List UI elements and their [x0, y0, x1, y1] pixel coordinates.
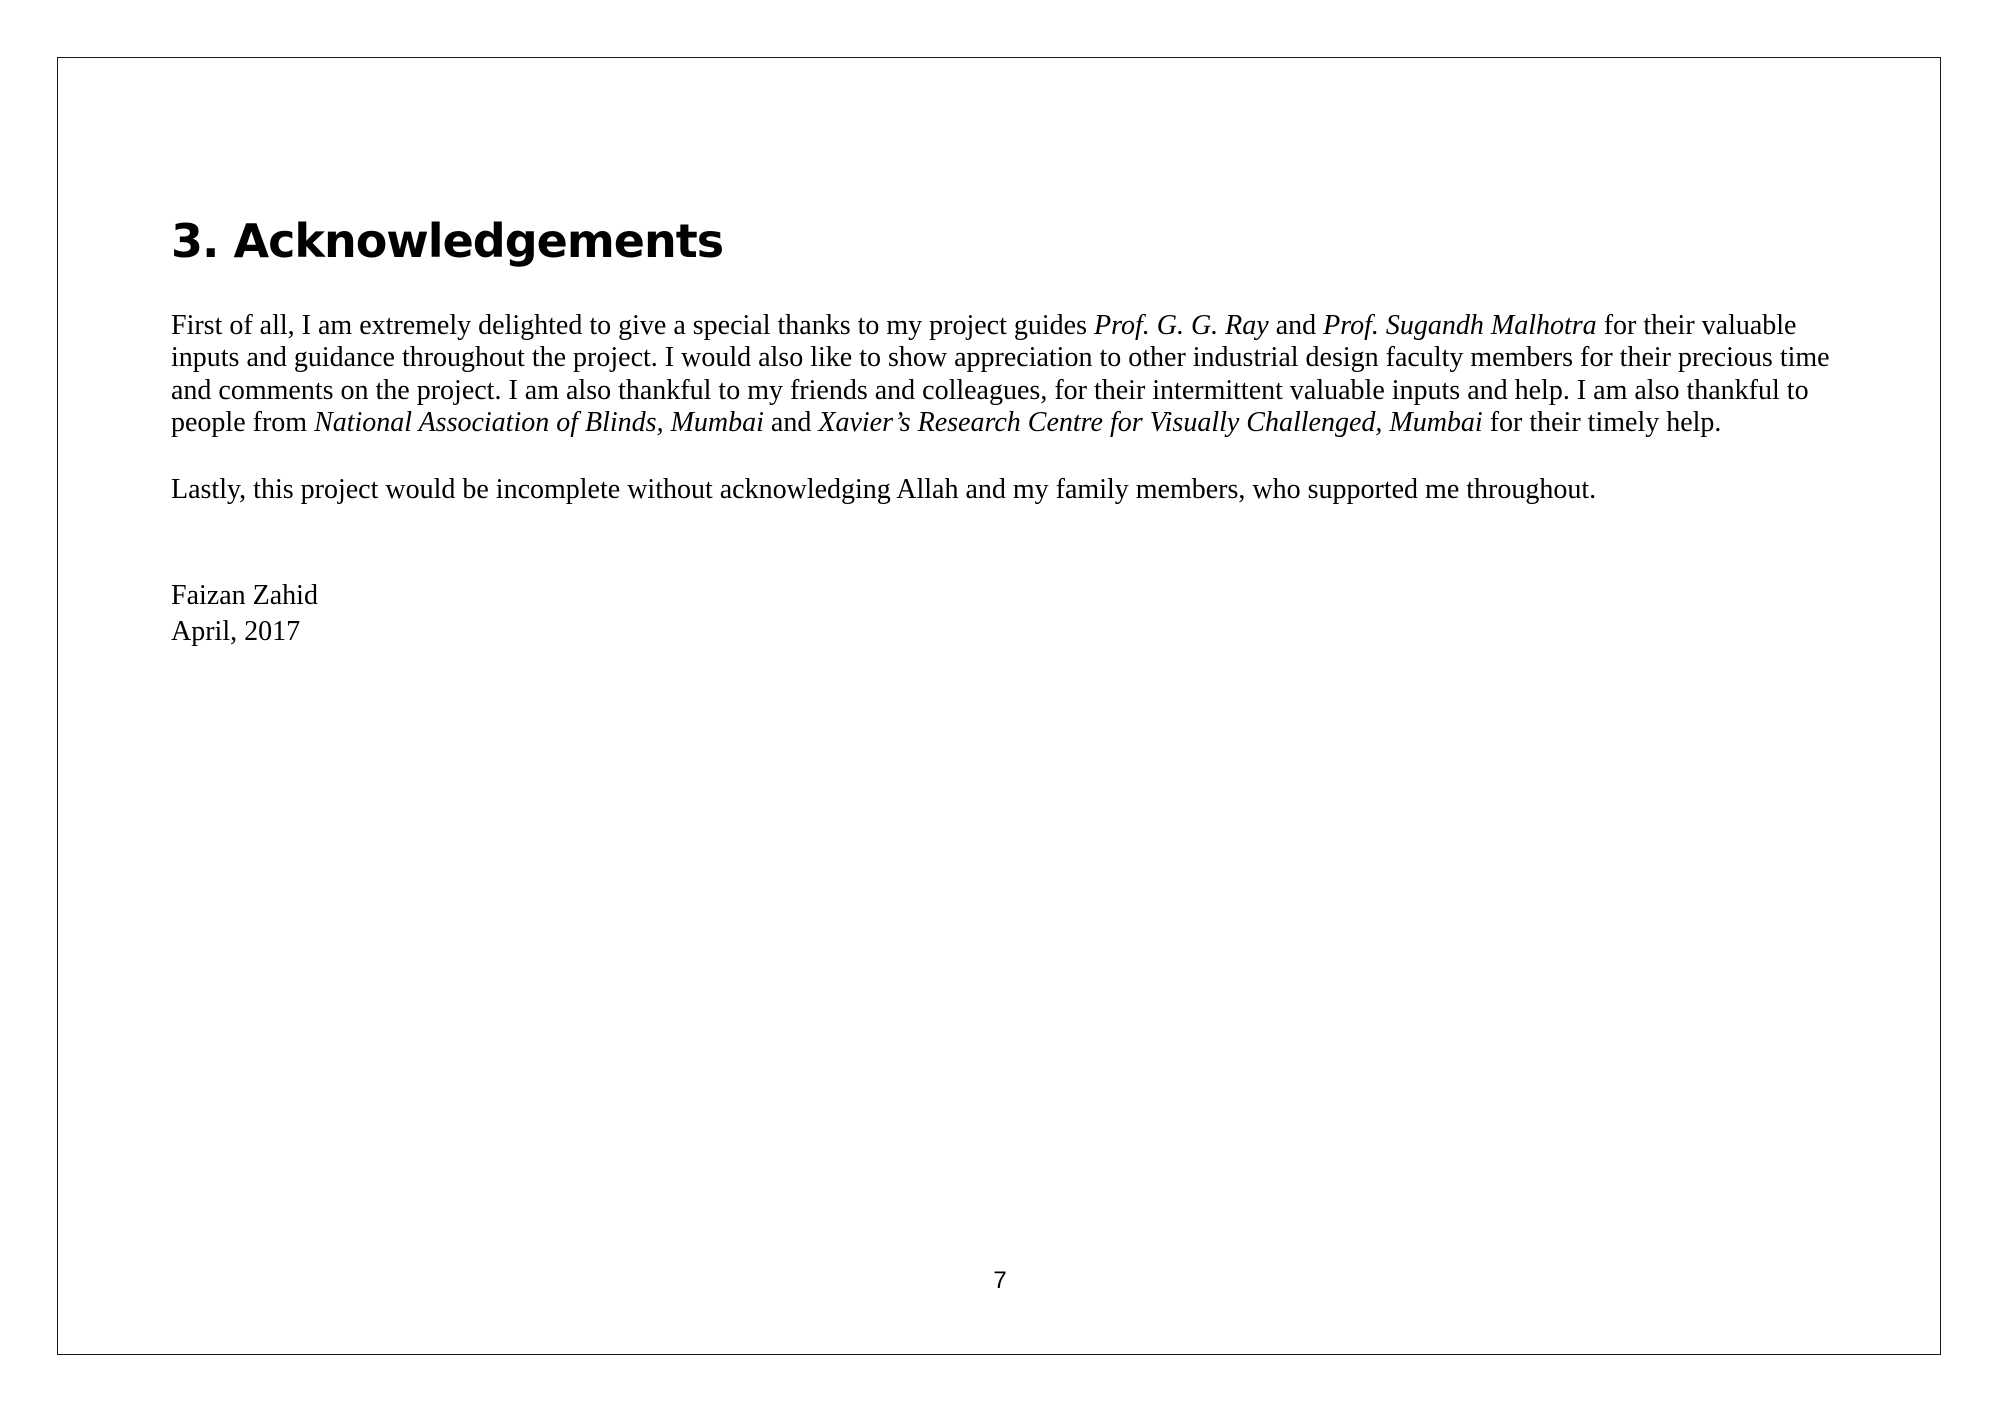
paragraph-text: First of all, I am extremely delighted to give a special thanks to my project guides [171, 309, 1094, 341]
organization-name: National Association of Blinds, Mumbai [314, 407, 764, 439]
guide-name: Prof. G. G. Ray [1094, 309, 1269, 341]
signature-block [171, 578, 1851, 650]
acknowledgement-paragraph [171, 310, 1851, 440]
paragraph-text: and [763, 407, 819, 439]
closing-paragraph: Lastly, this project would be incomplete without acknowledging Allah and my family members, who supported me throughout. [171, 473, 1597, 505]
organization-name: Xavier’s Research Centre for Visually Challenged, Mumbai [818, 407, 1483, 439]
author-name: Faizan Zahid [171, 580, 318, 612]
paragraph-text: and [1268, 309, 1324, 341]
page-number: 7 [993, 1267, 1007, 1294]
guide-name: Prof. Sugandh Malhotra [1323, 309, 1597, 341]
paragraph-text: for their valuable inputs and guidance throughout the project. I would also like to show appreciation to other industrial design faculty members for their precious time and comments on the project. I am also thankful to my friends and colleagues, for their intermittent valuable inputs and help. I am also thankful to people from [171, 309, 1830, 439]
section-heading: 3. Acknowledgements [171, 214, 724, 268]
paragraph-text: for their timely help. [1482, 407, 1722, 439]
page-content [171, 215, 1851, 650]
signature-date: April, 2017 [171, 616, 301, 648]
